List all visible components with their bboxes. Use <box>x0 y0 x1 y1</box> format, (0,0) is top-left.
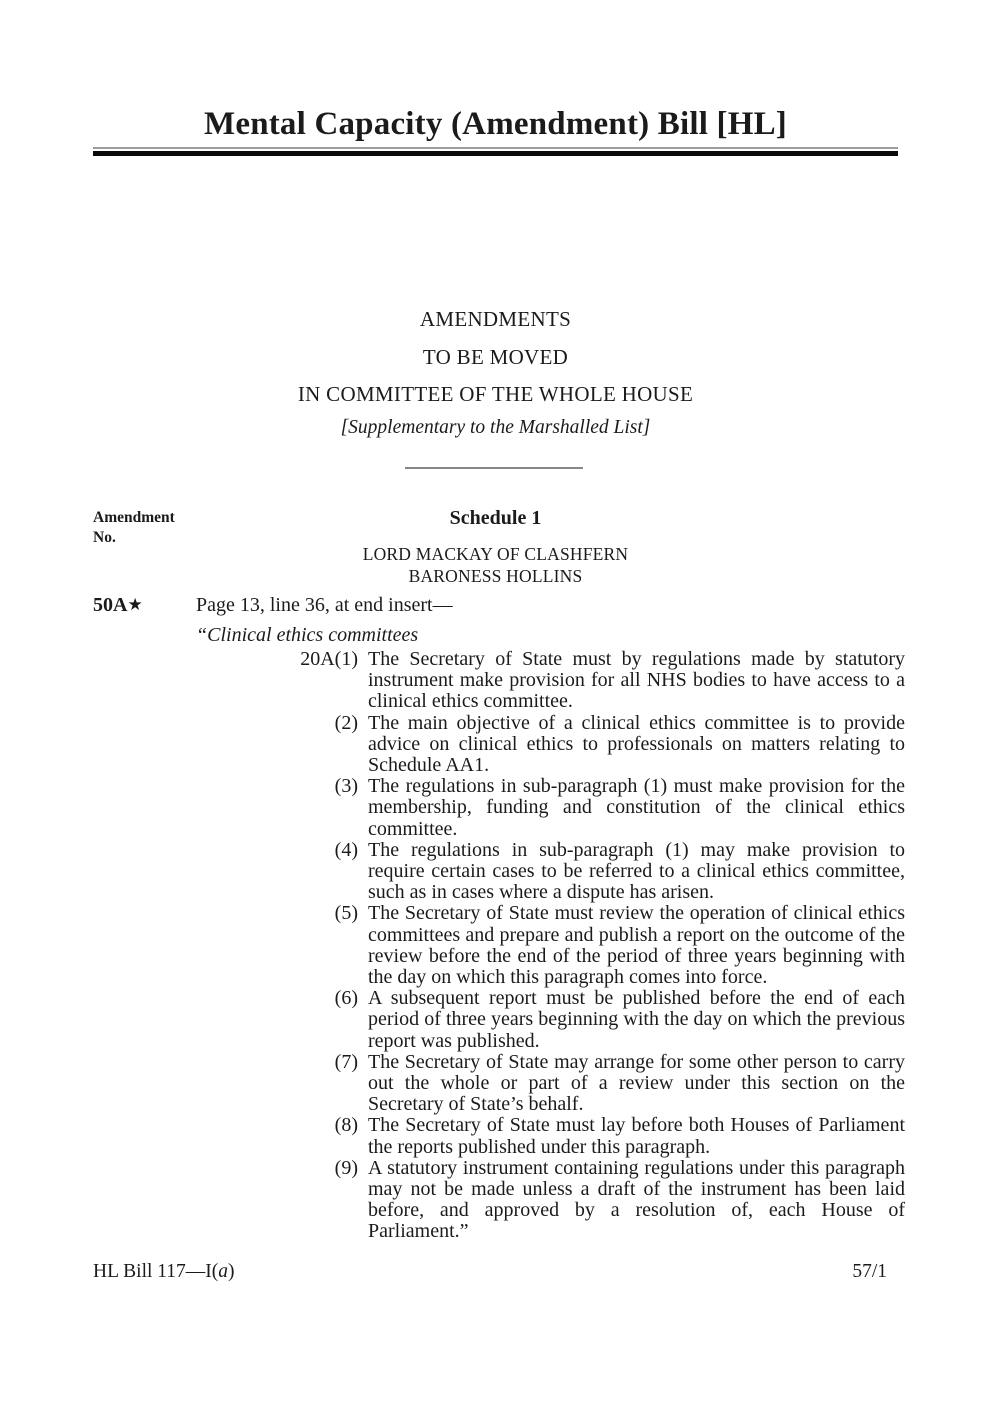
clause-text: The Secretary of State must by regulations made by statutory instrument make provision for all NHS bodies to have access to a clinical ethics committee. <box>368 648 905 713</box>
clause-item <box>93 1158 905 1243</box>
sponsor-name: BARONESS HOLLINS <box>408 566 583 586</box>
clause-number: 20A(1) <box>300 648 358 670</box>
clause-number: (7) <box>334 1050 358 1073</box>
amendment-no-column-label: Amendment No. <box>93 509 175 546</box>
marshalled-list-note: [Supplementary to the Marshalled List] <box>340 417 651 438</box>
title-rule-thin <box>93 147 898 149</box>
bill-reference-italic: a <box>218 1261 229 1282</box>
clause-item <box>93 988 905 1052</box>
clause-text: A subsequent report must be published before the end of each period of three years beginning with the day on which the previous report was published. <box>368 987 905 1052</box>
section-separator-rule <box>405 467 583 469</box>
clause-item <box>93 649 905 713</box>
clause-number: (5) <box>334 902 358 925</box>
amendment-number <box>93 594 143 617</box>
clause-number: (6) <box>334 987 358 1010</box>
clause-number: (3) <box>334 775 358 798</box>
clause-text: The regulations in sub-paragraph (1) may make provision to require certain cases to be referred to a clinical ethics committee, such as in cases where a dispute has arisen. <box>368 838 905 904</box>
heading-committee: IN COMMITTEE OF THE WHOLE HOUSE <box>297 382 694 406</box>
clause-item <box>93 1115 905 1157</box>
clause-item <box>93 903 905 988</box>
inserted-clauses <box>93 649 905 1243</box>
bill-reference-prefix: HL Bill 117—I( <box>93 1261 219 1282</box>
clause-item <box>93 776 905 840</box>
schedule-heading: Schedule 1 <box>449 507 542 529</box>
clause-item <box>93 713 905 777</box>
heading-to-be-moved: TO BE MOVED <box>422 345 569 369</box>
clause-text: The Secretary of State must lay before both Houses of Parliament the reports published under this paragraph. <box>368 1114 905 1158</box>
clause-number: (2) <box>334 711 358 734</box>
clause-text: The main objective of a clinical ethics committee is to provide advice on clinical ethics to professionals on matters relating to Schedule AA1. <box>368 711 905 777</box>
amendment-instruction: Page 13, line 36, at end insert— <box>196 594 453 616</box>
clause-text: The Secretary of State must review the operation of clinical ethics committees and prepare and publish a report on the outcome of the review before the end of the period of three years beginning with the day on which this paragraph comes into force. <box>368 902 905 989</box>
clause-number: (4) <box>334 838 358 861</box>
document-title: Mental Capacity (Amendment) Bill [HL] <box>204 106 787 142</box>
new-amendment-star-icon: ★ <box>127 595 143 614</box>
clause-item <box>93 840 905 904</box>
amendment-number-text: 50A <box>93 594 128 616</box>
page-footer <box>93 1260 887 1283</box>
clause-text: The regulations in sub-paragraph (1) must make provision for the membership, funding and constitution of the clinical ethics committee. <box>368 775 905 840</box>
heading-amendments: AMENDMENTS <box>419 307 572 331</box>
bill-reference <box>93 1260 235 1283</box>
bill-reference-suffix: ) <box>228 1261 235 1282</box>
clause-text: The Secretary of State may arrange for some other person to carry out the whole or part of a review under this section on the Secretary of State’s behalf. <box>368 1050 905 1116</box>
clause-item <box>93 1052 905 1116</box>
clause-number: (9) <box>334 1156 358 1179</box>
session-print-number: 57/1 <box>852 1261 887 1282</box>
sponsor-name: LORD MACKAY OF CLASHFERN <box>362 544 629 564</box>
clause-text: A statutory instrument containing regulations under this paragraph may not be made unless a draft of the instrument has been laid before, and approved by a resolution of, each House of Parliament.” <box>368 1156 905 1243</box>
clause-number: (8) <box>334 1114 358 1137</box>
title-rule-thick <box>93 151 898 156</box>
inserted-text-heading: “Clinical ethics committees <box>196 624 419 646</box>
